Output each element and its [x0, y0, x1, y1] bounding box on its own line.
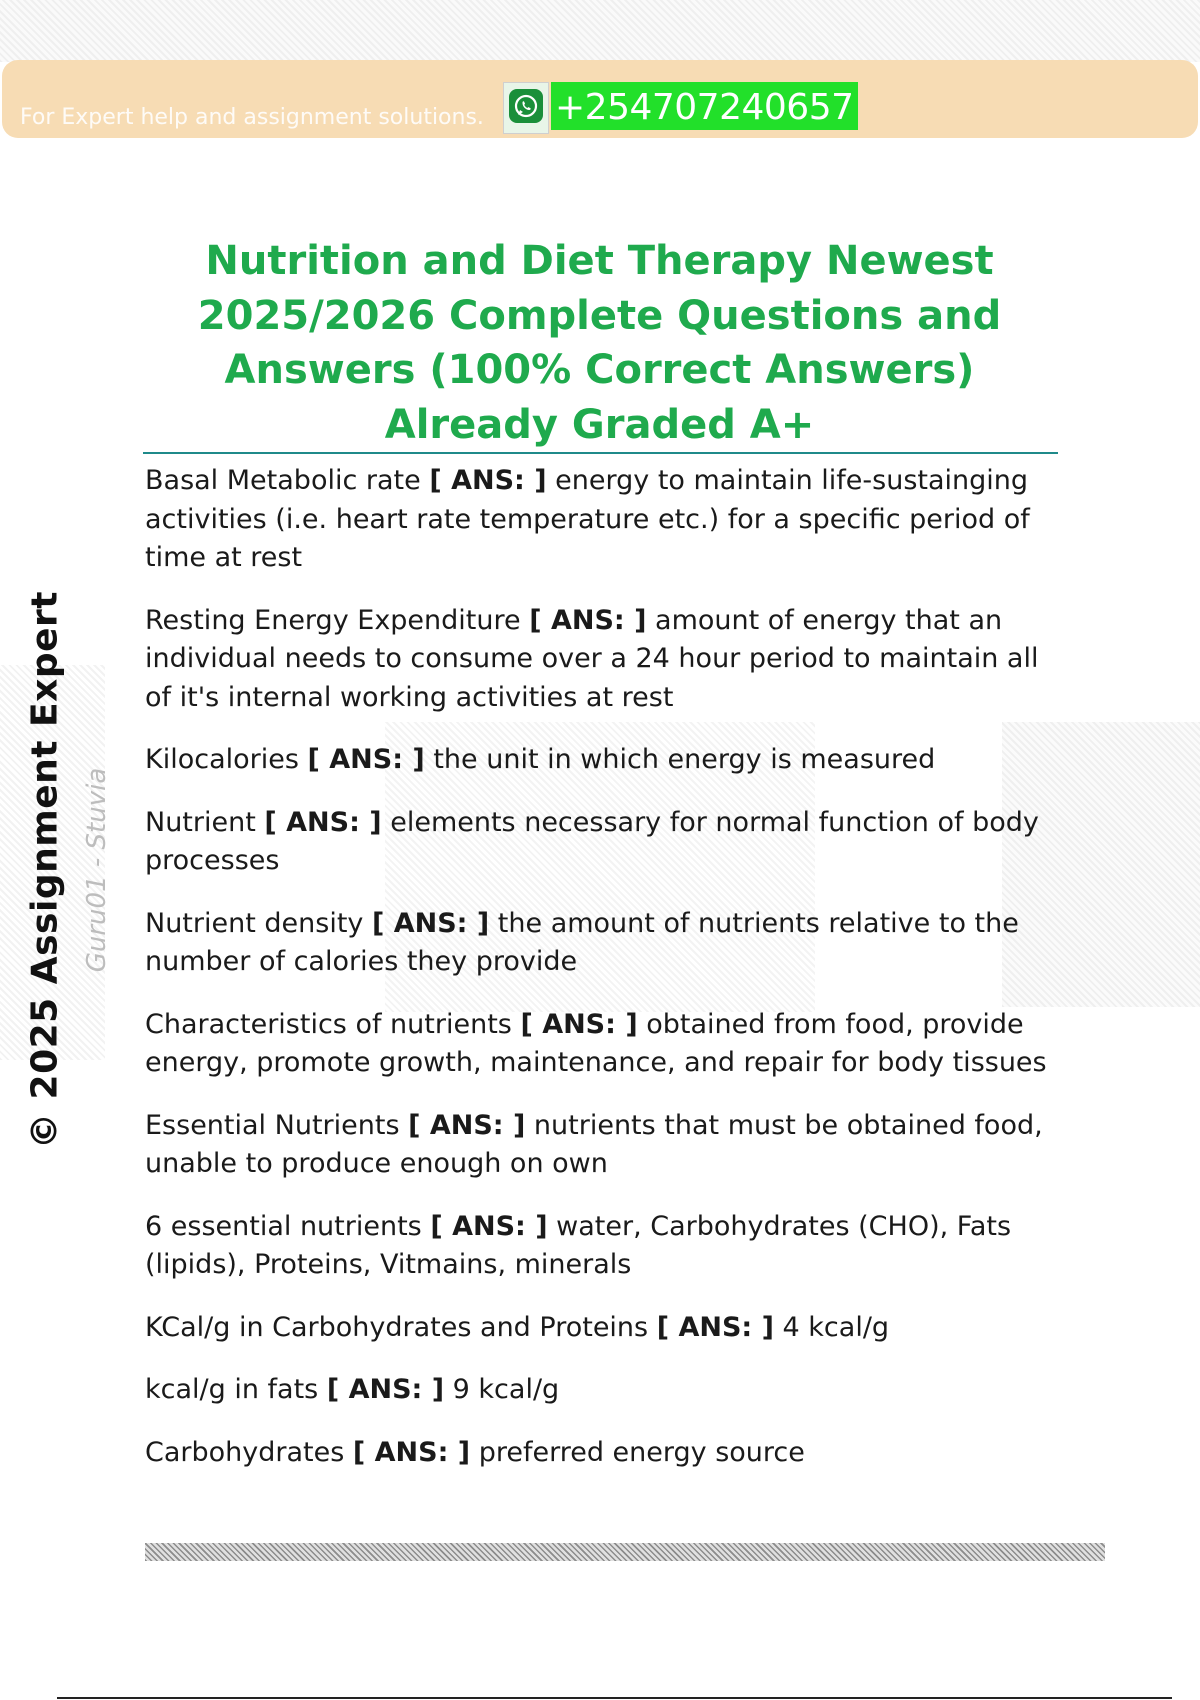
ans-label: [ ANS: ]	[529, 604, 647, 636]
qa-answer: obtained from food, provide energy, promote growth, maintenance, and repair for body tissues	[145, 1008, 1047, 1078]
qa-term: Resting Energy Expenditure	[145, 604, 521, 636]
qa-answer: 9 kcal/g	[452, 1374, 560, 1405]
qa-term: Carbohydrates	[145, 1436, 345, 1468]
qa-answer: preferred energy source	[478, 1436, 805, 1468]
copyright-text: © 2025 Assignment Expert	[24, 591, 66, 1149]
qa-list	[145, 462, 1060, 1496]
author-watermark-text: Guru01 - Stuvia	[82, 767, 112, 973]
ans-label: [ ANS: ]	[430, 1210, 548, 1242]
qa-term: Nutrient	[145, 806, 256, 838]
ans-label: [ ANS: ]	[656, 1311, 774, 1343]
qa-item	[145, 1208, 1060, 1285]
footer-divider	[57, 1697, 1172, 1699]
banner-text: For Expert help and assignment solutions.	[20, 105, 484, 130]
qa-answer: the unit in which energy is measured	[433, 744, 936, 775]
qa-item	[145, 741, 1060, 780]
qa-item	[145, 462, 1060, 578]
qa-item	[145, 1371, 1060, 1410]
qa-term: Nutrient density	[145, 907, 364, 939]
qa-term: Characteristics of nutrients	[145, 1008, 512, 1040]
qa-item	[145, 602, 1060, 718]
qa-answer: energy to maintain life-sustainging activities (i.e. heart rate temperature etc.) for a specific period of time at rest	[145, 465, 1030, 573]
ans-label: [ ANS: ]	[371, 907, 490, 939]
qa-term: KCal/g in Carbohydrates and Proteins	[145, 1311, 649, 1343]
qa-answer: amount of energy that an individual needs to consume over a 24 hour period to maintain all of it's internal working activities at rest	[145, 604, 1039, 713]
bottom-decorative-band	[145, 1543, 1105, 1561]
document-title: Nutrition and Diet Therapy Newest 2025/2026 Complete Questions and Answers (100% Correct Answers) Already Graded A+	[197, 238, 1002, 448]
qa-item	[145, 905, 1060, 982]
qa-term: kcal/g in fats	[145, 1374, 319, 1405]
qa-term: Kilocalories	[145, 744, 299, 775]
ans-label: [ ANS: ]	[307, 744, 425, 775]
qa-term: Essential Nutrients	[145, 1109, 400, 1141]
qa-answer: 4 kcal/g	[782, 1311, 890, 1343]
qa-term: Basal Metabolic rate	[145, 465, 421, 496]
phone-number-link[interactable]: +254707240657	[551, 82, 858, 130]
ans-label: [ ANS: ]	[352, 1436, 471, 1468]
qa-answer: nutrients that must be obtained food, unable to produce enough on own	[145, 1109, 1043, 1179]
qa-answer: elements necessary for normal function of body processes	[145, 806, 1039, 876]
qa-answer: the amount of nutrients relative to the number of calories they provide	[145, 907, 1019, 977]
qa-item	[145, 1434, 1060, 1473]
title-divider	[143, 452, 1058, 454]
qa-item	[145, 1006, 1060, 1083]
qa-item	[145, 804, 1060, 881]
ans-label: [ ANS: ]	[264, 806, 382, 838]
top-decorative-pattern	[0, 0, 1200, 62]
qa-item	[145, 1107, 1060, 1184]
ans-label: [ ANS: ]	[520, 1008, 638, 1040]
qa-answer: water, Carbohydrates (CHO), Fats (lipids), Proteins, Vitmains, minerals	[145, 1210, 1012, 1280]
ans-label: [ ANS: ]	[326, 1374, 445, 1405]
ans-label: [ ANS: ]	[429, 465, 547, 496]
qa-term: 6 essential nutrients	[145, 1210, 422, 1242]
ans-label: [ ANS: ]	[408, 1109, 526, 1141]
qa-item	[145, 1309, 1060, 1348]
whatsapp-icon[interactable]	[509, 89, 543, 123]
